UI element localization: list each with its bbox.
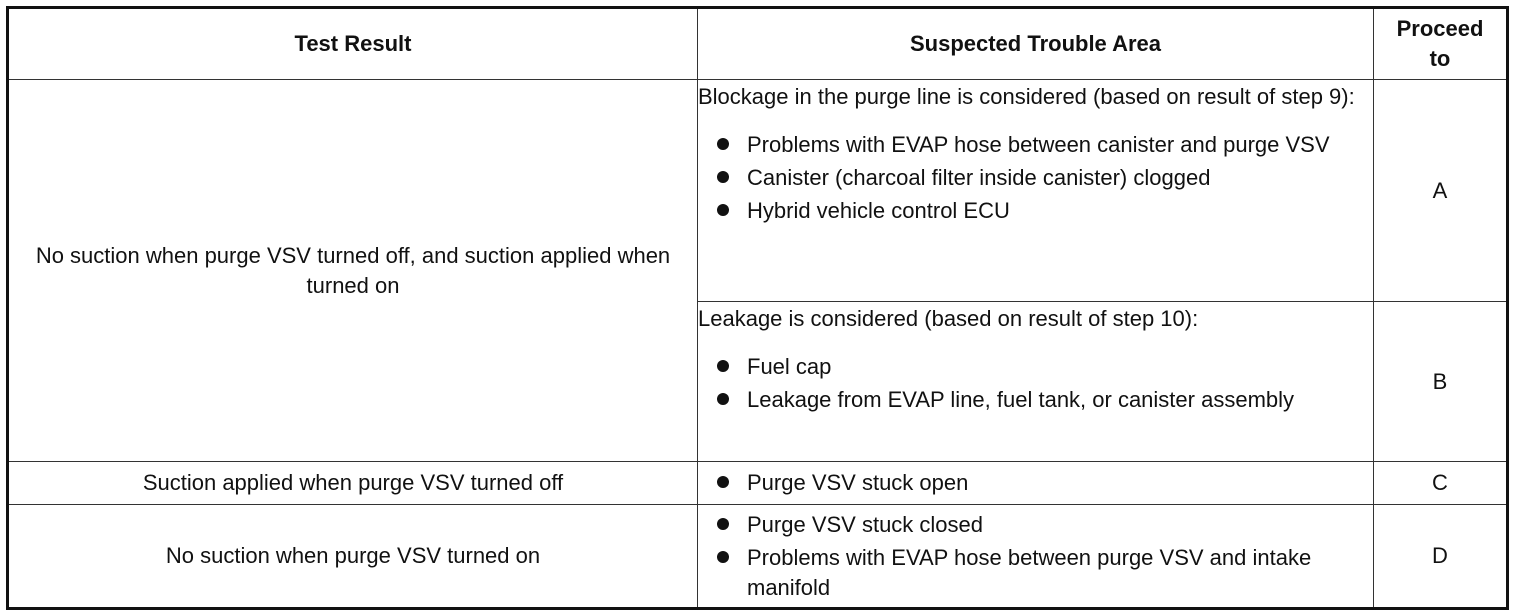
bullet-icon [717,171,729,183]
list-item [698,163,1373,193]
trouble-area-list [698,468,1373,498]
list-item [698,130,1373,160]
table-row [8,462,1508,505]
list-item-text: Purge VSV stuck closed [747,511,984,537]
trouble-table [6,6,1509,610]
bullet-icon [717,551,729,563]
trouble-area-intro: Blockage in the purge line is considered (based on result of step 9): [698,84,1355,109]
bullet-icon [717,204,729,216]
table-row [8,505,1508,609]
bullet-icon [717,518,729,530]
list-item-text: Purge VSV stuck open [747,470,969,495]
list-item-text: Fuel cap [747,354,832,379]
list-item [698,196,1373,226]
trouble-area-cell [698,302,1374,462]
header-suspected-trouble-area: Suspected Trouble Area [698,8,1374,80]
list-item-text: Hybrid vehicle control ECU [747,198,1010,223]
list-item [698,510,1373,540]
trouble-area-cell [698,505,1374,609]
trouble-area-cell [698,462,1374,505]
trouble-area-list [698,510,1373,603]
list-item [698,385,1373,415]
list-item-text: Leakage from EVAP line, fuel tank, or canister assembly [747,387,1295,412]
proceed-cell: A [1374,80,1508,302]
proceed-cell: B [1374,302,1508,462]
list-item-text: Problems with EVAP hose between canister and purge VSV [747,132,1330,157]
proceed-cell: D [1374,505,1508,609]
header-row [8,8,1508,80]
test-result-cell: No suction when purge VSV turned on [8,505,698,609]
trouble-area-cell [698,80,1374,302]
table-row [8,80,1508,302]
bullet-icon [717,138,729,150]
bullet-icon [717,476,729,488]
test-result-cell: No suction when purge VSV turned off, and suction applied when turned on [8,80,698,462]
list-item-text: Problems with EVAP hose between purge VSV and intake manifold [747,544,1312,600]
proceed-cell: C [1374,462,1508,505]
header-test-result: Test Result [8,8,698,80]
test-result-cell: Suction applied when purge VSV turned off [8,462,698,505]
bullet-icon [717,360,729,372]
list-item [698,543,1373,603]
trouble-area-list [698,352,1373,415]
trouble-area-intro: Leakage is considered (based on result of step 10): [698,306,1199,331]
list-item [698,352,1373,382]
list-item [698,468,1373,498]
bullet-icon [717,393,729,405]
list-item-text: Canister (charcoal filter inside canister) clogged [747,165,1211,190]
header-proceed-to: Proceed to [1374,8,1508,80]
trouble-area-list [698,130,1373,226]
